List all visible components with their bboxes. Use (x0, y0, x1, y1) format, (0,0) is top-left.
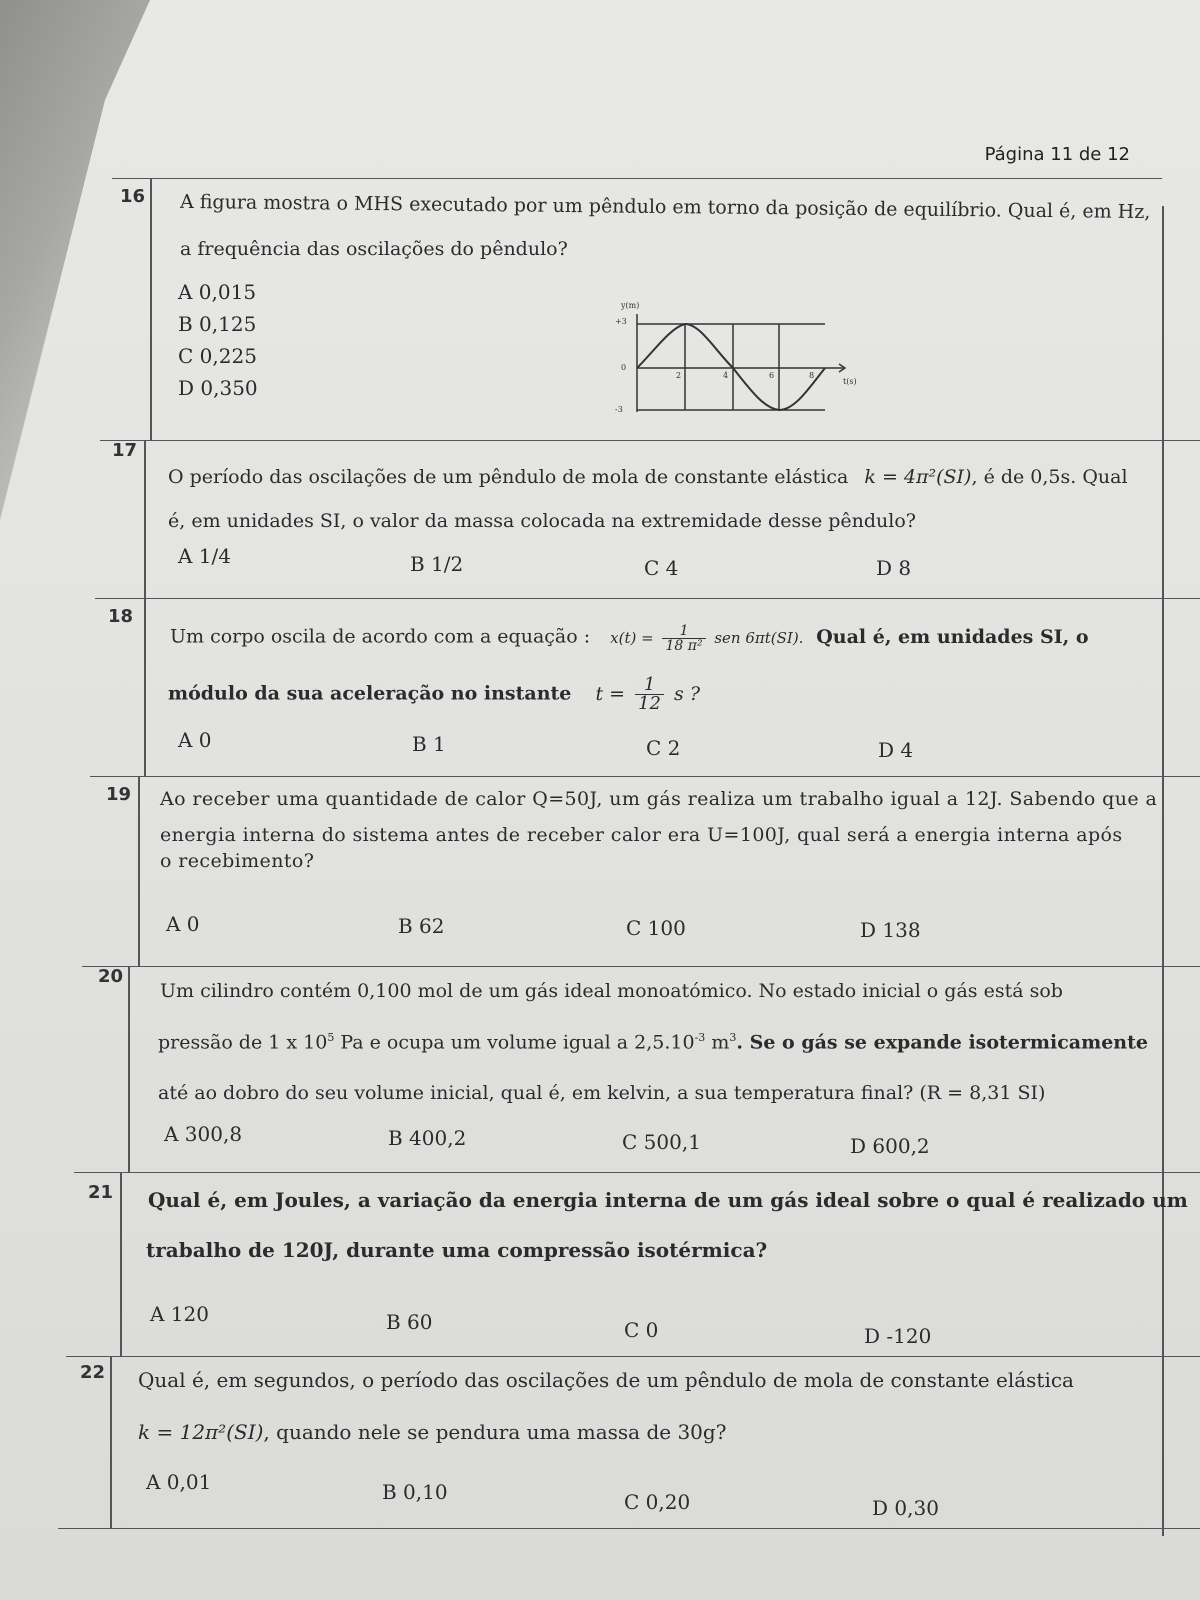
equation-right: sen 6πt(SI). (714, 628, 804, 647)
time-left: t = (595, 682, 626, 705)
question-text-part: Pa e ocupa um volume igual a 2,5.10 (334, 1031, 695, 1054)
option-a: A 120 (150, 1302, 209, 1326)
question-number: 19 (106, 784, 132, 805)
option-d: D 0,30 (872, 1496, 939, 1520)
question-number: 20 (98, 966, 124, 987)
graph-y-tick: 0 (621, 363, 627, 372)
fraction-numerator: 1 (635, 676, 664, 695)
option-b: B 1 (412, 732, 446, 756)
mhs-graph (615, 300, 865, 425)
graph-curve (637, 324, 825, 410)
question-text (158, 1032, 1148, 1052)
row-line (100, 440, 1200, 441)
option-b: B 60 (386, 1310, 433, 1334)
option-c: C 4 (644, 556, 679, 580)
column-line (120, 1172, 122, 1356)
question-text: o recebimento? (160, 850, 315, 872)
question-text: a frequência das oscilações do pêndulo? (180, 238, 568, 260)
question-text-part: O período das oscilações de um pêndulo de mola de constante elástica (168, 466, 849, 488)
column-line (110, 1356, 112, 1528)
graph-x-tick: 6 (769, 371, 775, 380)
time-right: s ? (674, 682, 701, 705)
question-text: Um cilindro contém 0,100 mol de um gás ideal monoatómico. No estado inicial o gás está sob (160, 980, 1063, 1002)
graph-x-tick: 8 (809, 371, 815, 380)
graph-x-tick: 2 (676, 371, 682, 380)
graph-y-tick: -3 (615, 405, 623, 414)
option-b: B 400,2 (388, 1126, 467, 1150)
option-c: C 0,20 (624, 1490, 691, 1514)
option-a: A 0,015 (178, 280, 257, 304)
question-text: A figura mostra o MHS executado por um pêndulo em torno da posição de equilíbrio. Qual é, em Hz, (179, 190, 1151, 224)
superscript: 5 (327, 1031, 335, 1044)
fraction-denominator: 18 π² (665, 638, 703, 654)
row-line (66, 1356, 1200, 1357)
graph-x-tick: 4 (723, 371, 729, 380)
question-text-part: pressão de 1 x 10 (158, 1031, 328, 1054)
option-a: A 0 (166, 912, 200, 936)
option-b: B 62 (398, 914, 445, 938)
question-number: 21 (88, 1182, 114, 1203)
option-b: B 1/2 (410, 552, 464, 576)
graph-y-tick: +3 (615, 317, 627, 326)
option-d: D 138 (860, 918, 921, 942)
option-b: B 0,125 (178, 312, 257, 336)
option-d: D 4 (878, 738, 914, 762)
option-d: D 600,2 (850, 1134, 930, 1158)
option-c: C 500,1 (622, 1130, 701, 1154)
question-text: energia interna do sistema antes de receber calor era U=100J, qual será a energia interna após (160, 824, 1123, 846)
row-line (74, 1172, 1200, 1173)
column-line (144, 440, 146, 776)
option-d: D 8 (876, 556, 912, 580)
question-text: até ao dobro do seu volume inicial, qual é, em kelvin, a sua temperatura final? (R = 8,31 SI) (158, 1082, 1046, 1104)
option-c: C 0,225 (178, 344, 257, 368)
question-number: 18 (108, 606, 134, 627)
fraction (662, 624, 705, 653)
question-text-part: m (705, 1031, 730, 1054)
superscript: -3 (694, 1031, 706, 1044)
question-text: Qual é, em segundos, o período das oscilações de um pêndulo de mola de constante elástica (138, 1368, 1074, 1392)
superscript: 3 (729, 1031, 737, 1044)
fraction-numerator: 1 (662, 624, 705, 639)
fraction (635, 676, 664, 713)
option-d: D 0,350 (178, 376, 258, 400)
option-a: A 0 (178, 728, 212, 752)
fraction-denominator: 12 (638, 693, 661, 714)
math-expression: k = 4π²(SI) (864, 466, 972, 488)
question-text (138, 1422, 726, 1442)
column-line (138, 776, 140, 966)
question-text-part: Qual é, em unidades SI, o (816, 625, 1089, 648)
option-a: A 1/4 (178, 544, 231, 568)
question-text (170, 624, 1089, 653)
equation (610, 623, 808, 654)
option-b: B 0,10 (382, 1480, 448, 1504)
page-number: Página 11 de 12 (984, 144, 1130, 165)
column-line (128, 966, 130, 1172)
question-text: trabalho de 120J, durante uma compressão isotérmica? (146, 1238, 768, 1262)
option-c: C 100 (626, 916, 686, 940)
row-line (58, 1528, 1200, 1529)
equation-left: x(t) = (610, 628, 654, 647)
time-expression (595, 674, 701, 714)
column-line (150, 178, 152, 440)
question-number: 22 (80, 1362, 106, 1383)
question-text (168, 468, 1128, 487)
row-line (90, 776, 1200, 777)
row-line (112, 178, 1162, 179)
question-text-part: módulo da sua aceleração no instante (168, 682, 572, 705)
row-line (82, 966, 1200, 967)
question-text: Qual é, em Joules, a variação da energia interna de um gás ideal sobre o qual é realizado um (148, 1188, 1188, 1212)
question-text-part: , é de 0,5s. Qual (971, 466, 1128, 488)
graph-x-label: t(s) (843, 377, 857, 386)
math-expression: k = 12π²(SI) (138, 1420, 264, 1444)
option-a: A 0,01 (146, 1470, 212, 1494)
question-text-part: , quando nele se pendura uma massa de 30g? (263, 1420, 727, 1444)
question-text: Ao receber uma quantidade de calor Q=50J, um gás realiza um trabalho igual a 12J. Sabendo que a (160, 788, 1158, 810)
option-c: C 2 (646, 736, 681, 760)
option-c: C 0 (624, 1318, 659, 1342)
column-line (1162, 206, 1164, 1536)
row-line (95, 598, 1200, 599)
question-text-part: Um corpo oscila de acordo com a equação : (170, 625, 591, 648)
question-text (168, 676, 700, 713)
question-number: 17 (112, 440, 138, 461)
question-text-part: . Se o gás se expande isotermicamente (736, 1031, 1148, 1054)
option-a: A 300,8 (164, 1122, 243, 1146)
question-text: é, em unidades SI, o valor da massa colocada na extremidade desse pêndulo? (168, 510, 916, 532)
graph-y-label: y(m) (621, 301, 640, 310)
question-number: 16 (120, 186, 146, 207)
option-d: D -120 (864, 1324, 932, 1348)
